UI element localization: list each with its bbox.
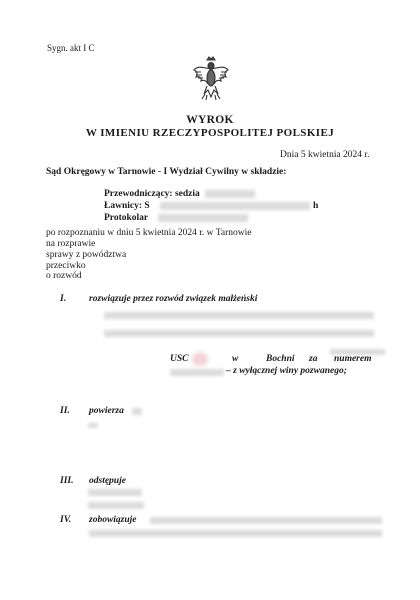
point-text: rozwiązuje przez rozwód związek małżeński [89,294,258,304]
judgment-subtitle: W IMIENIU RZECZYPOSPOLITEJ POLSKIEJ [85,127,335,139]
panel-chair: Przewodniczący: sedzia [104,189,200,199]
redaction [88,489,142,496]
point-fragment: – z wyłącznej winy pozwanego; [226,366,347,376]
point-fragment: numerem [334,354,372,364]
point-number: I. [60,294,67,304]
point-fragment: za [309,354,318,364]
redaction [158,214,248,222]
point-number: IV. [60,515,72,525]
redaction [160,202,310,210]
redaction [88,502,144,509]
judgment-date: Dnia 5 kwietnia 2024 r. [280,150,370,160]
proceedings-line: po rozpoznaniu w dniu 5 kwietnia 2024 r. w Tarnowie [46,228,252,238]
redaction [89,530,382,537]
point-text: odstępuje [89,476,126,486]
point-number: III. [60,476,74,486]
redaction [150,517,382,524]
proceedings-line: sprawy z powództwa [46,250,127,260]
stamp-mark [192,352,208,366]
redaction [104,330,374,337]
point-fragment: USC [170,354,189,364]
case-signature: Sygn. akt I C [47,43,95,53]
proceedings-line: na rozprawie [46,239,96,249]
point-number: II. [60,406,70,416]
polish-eagle-emblem [192,56,230,102]
court-composition: Sąd Okręgowy w Tarnowie - I Wydział Cywilny w składzie: [46,167,287,177]
point-text: zobowiązuje [89,515,137,525]
panel-protocol: Protokolar [104,213,149,223]
judgment-title: WYROK [186,114,234,126]
point-fragment: w [232,354,239,364]
redaction [170,369,224,376]
redaction [104,312,374,319]
redaction [88,423,98,428]
panel-lay-judges-suffix: h [313,201,319,211]
point-fragment: Bochni [266,354,295,364]
point-text: powierza [89,406,124,416]
redaction [132,408,142,415]
redaction [205,190,255,198]
proceedings-line: przeciwko [46,261,86,271]
proceedings-line: o rozwód [46,271,82,281]
panel-lay-judges: Ławnicy: S [104,201,150,211]
